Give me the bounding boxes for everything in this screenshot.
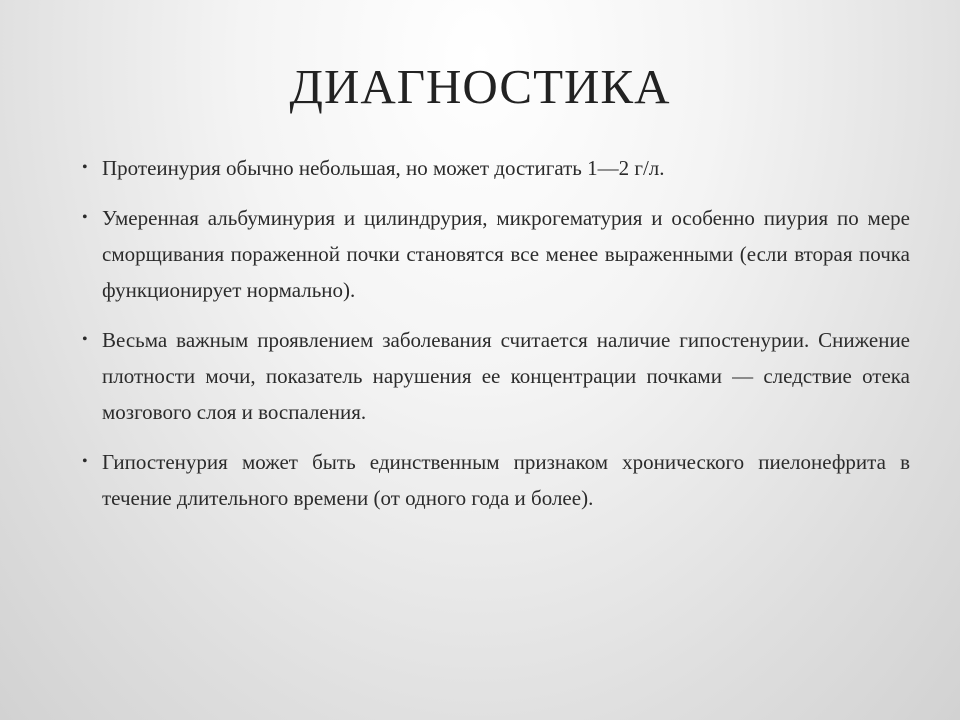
bullet-item [78, 444, 910, 516]
bullet-text: Гипостенурия может быть единственным признаком хронического пиелонефрита в течение длительного времени (от одного года и более). [102, 450, 910, 510]
bullet-item [78, 150, 910, 186]
bullet-text: Весьма важным проявлением заболевания считается наличие гипостенурии. Снижение плотности мочи, показатель нарушения ее концентрации почками — следствие отека мозгового слоя и воспаления. [102, 328, 910, 424]
bullet-item [78, 322, 910, 430]
bullet-icon: • [82, 331, 88, 348]
bullet-text: Протеинурия обычно небольшая, но может достигать 1—2 г/л. [102, 156, 665, 180]
bullet-text: Умеренная альбуминурия и цилиндрурия, микрогематурия и особенно пиурия по мере сморщивания пораженной почки становятся все менее выраженными (если вторая почка функционирует нормально). [102, 206, 910, 302]
bullet-icon: • [82, 453, 88, 470]
bullet-icon: • [82, 209, 88, 226]
bullet-item [78, 200, 910, 308]
bullet-icon: • [82, 159, 88, 176]
slide-title: ДИАГНОСТИКА [289, 59, 671, 114]
bullet-list [78, 150, 910, 530]
